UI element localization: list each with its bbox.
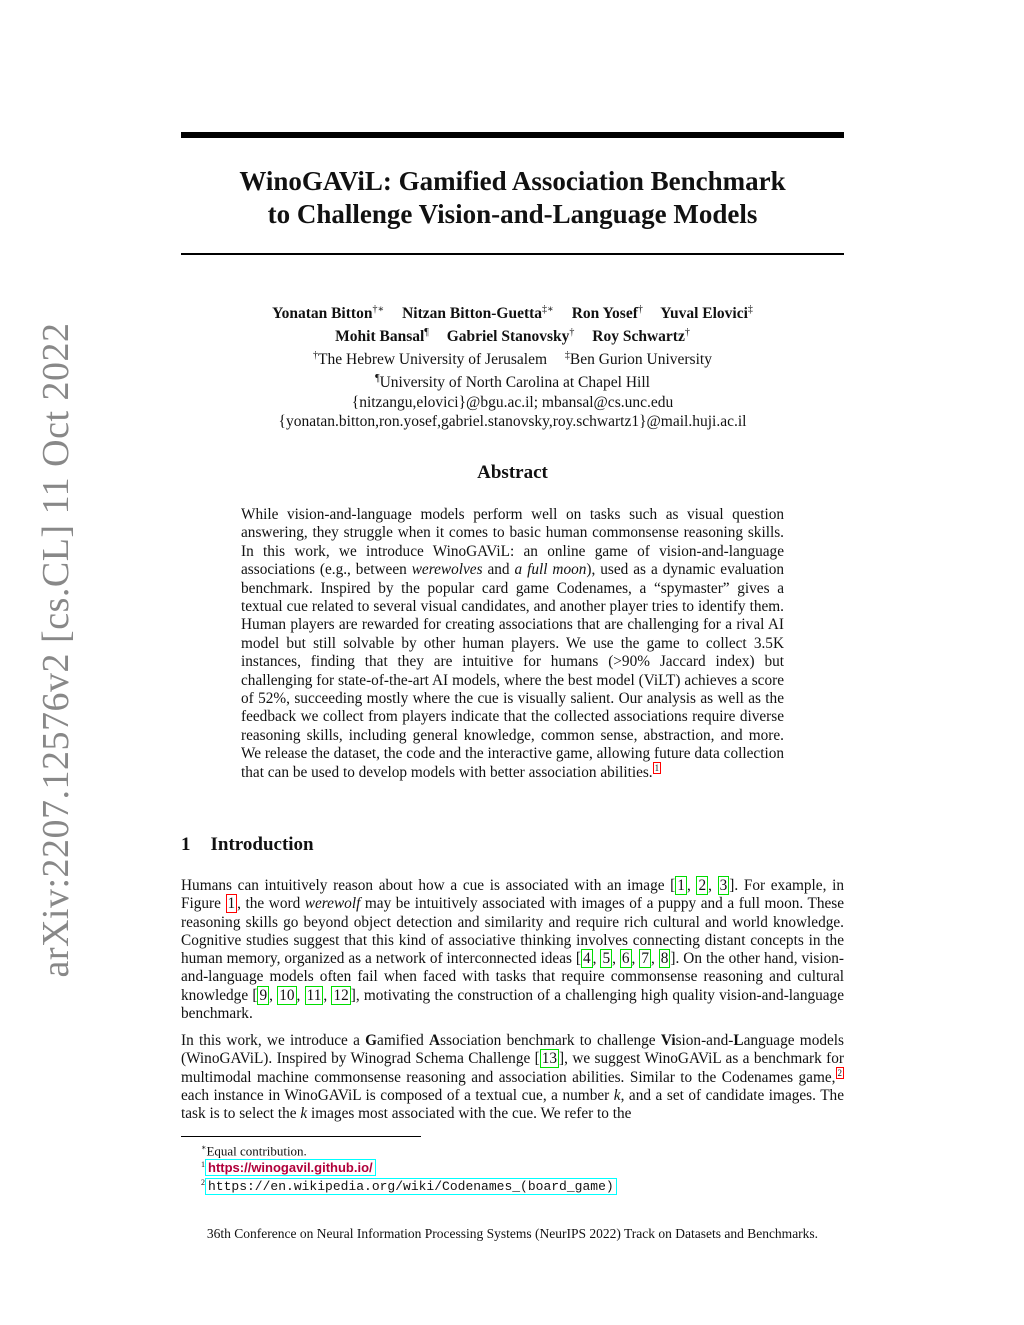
footnote-link[interactable]: 2 (837, 1067, 842, 1078)
citation-link[interactable]: 8 (660, 950, 669, 968)
footnote-rule (181, 1136, 421, 1137)
citation-link[interactable]: 1 (677, 877, 685, 894)
author: Gabriel Stanovsky (446, 328, 570, 346)
footnote: $^2$ https://en.wikipedia.org/wiki/Codenames_(board_game) (201, 1175, 617, 1195)
paragraph: In this work, we introduce a Gamified Association benchmark to challenge Vision-and-Language models (WinoGAViL). Inspired by Winograd Schema Challenge [ 13 ], we suggest WinoGAViL as a benchmark for multimodal machine commonsense reasoning and association abilities. Similar to the Codenames game, $^2$ each instance in WinoGAViL is composed of a textual cue, a number k, and a set of candidate images. The task is to select the k images most associated with the cue. We refer to the (181, 1032, 845, 1123)
citation-link[interactable]: 12 (333, 986, 349, 1004)
email-line: {yonatan.bitton,ron.yosef,gabriel.stanovsky,roy.schwartz1}@mail.huji.ac.il (278, 412, 747, 430)
citation-link[interactable]: 11 (306, 986, 322, 1004)
section-heading: 1 Introduction (181, 834, 314, 855)
email-line: {nitzangu,elovici}@bgu.ac.il; mbansal@cs.unc.edu (351, 393, 674, 411)
author: Yonatan Bitton (272, 305, 373, 323)
citation-link[interactable]: 7 (641, 950, 649, 968)
affiliation-line: †The Hebrew University of Jerusalem ‡Ben Gurion University (313, 350, 712, 369)
arxiv-watermark: arXiv:2207.12576v2 [cs.CL] 11 Oct 2022 (35, 322, 77, 978)
paragraph: Humans can intuitively reason about how a cue is associated with an image [ 1 , 2 , 3 ]. For example, in Figure 1 , the word werewolf may be intuitively associated with images of a puppy and a full moon. These reasoning skills go beyond object detection and similarity and require rich cultural and world knowledge. Cognitive studies suggest that this kind of associative thinking involves connecting distant concepts in the human memory, organized as a network of interconnected ideas [ 4 , 5 , 6 , 7 , 8 ]. On the other hand, vision-and-language models often fail when faced with tasks that require commonsense reasoning and cultural knowledge [ 9 , 10 , 11 , 12 ], motivating the construction of a challenging high quality vision-and-language benchmark. (181, 877, 844, 1023)
citation-link[interactable]: 3 (719, 877, 728, 894)
affiliation-line: ¶University of North Carolina at Chapel Hill (375, 373, 650, 392)
abstract-heading: Abstract (477, 462, 548, 483)
author: Yuval Elovici (660, 305, 748, 323)
abstract-text: While vision-and-language models perform well on tasks such as visual question answering, they struggle when it comes to basic human commonsense reasoning skills. In this work, we introduce WinoGAViL: an online game of vision-and-language associations (e.g., between werewolves and a full moon), used as a dynamic evaluation benchmark. Inspired by the popular card game Codenames, a “spymaster” gives a textual cue related to several visual candidates, and another player tries to identify them. Human players are rewarded for creating associations that are challenging for a rival AI model but still solvable by other human players. We use the game to collect 3.5K instances, finding that they are intuitive for humans (>90% Jaccard index) but challenging for state-of-the-art AI models, where the best model (ViLT) achieves a score of 52%, succeeding mostly where the cue is visually salient. Our analysis as well as the feedback we collect from players indicate that the collected associations require diverse reasoning skills, including general knowledge, common sense, abstraction, and more. We release the dataset, the code and the interactive game, allowing future data collection that can be used to develop models with better association abilities. $^1$ (241, 506, 784, 781)
footnote: ∗Equal contribution. (201, 1143, 307, 1159)
author: Ron Yosef (571, 305, 638, 323)
footnote-link[interactable]: 1 (654, 762, 660, 773)
title-bottom-rule (181, 253, 844, 255)
footnote-url-link[interactable]: https://en.wikipedia.org/wiki/Codenames_(board_game) (205, 1178, 617, 1195)
author: Nitzan Bitton-Guetta (402, 305, 543, 323)
conference-footer: 36th Conference on Neural Information Processing Systems (NeurIPS 2022) Track on Datasets and Benchmarks. (206, 1226, 819, 1241)
citation-link[interactable]: 10 (279, 986, 295, 1004)
figure-link[interactable]: 1 (227, 895, 236, 913)
title-top-rule (181, 132, 844, 138)
citation-link[interactable]: 9 (259, 986, 268, 1004)
author-block: Yonatan Bitton†∗ Nitzan Bitton-Guetta‡∗ Ron Yosef† Yuval Elovici‡ Mohit Bansal¶ Gabriel Stanovsky† Roy Schwartz† †The Hebrew University of Jerusalem ‡Ben Gurion University ¶University of North Carolina at Chapel Hill {nitzangu,elovici}@bgu.ac.il; mbansal@cs.unc.edu {yonatan.bitton,ron.yosef,gabriel.stanovsky,roy.schwartz1}@mail.huji.ac.il (181, 300, 844, 431)
footnote: $^1$ https://winogavil.github.io/ (201, 1157, 376, 1176)
citation-link[interactable]: 2 (698, 877, 707, 894)
citation-link[interactable]: 6 (621, 950, 630, 968)
paper-title: WinoGAViL: Gamified Association Benchmark to Challenge Vision-and-Language Models (239, 166, 786, 229)
author: Roy Schwartz (592, 328, 685, 346)
citation-link[interactable]: 13 (541, 1050, 558, 1068)
citation-link[interactable]: 4 (583, 950, 591, 968)
footnote-url-link[interactable]: https://winogavil.github.io/ (205, 1159, 376, 1176)
author: Mohit Bansal (335, 328, 425, 346)
citation-link[interactable]: 5 (602, 950, 611, 968)
